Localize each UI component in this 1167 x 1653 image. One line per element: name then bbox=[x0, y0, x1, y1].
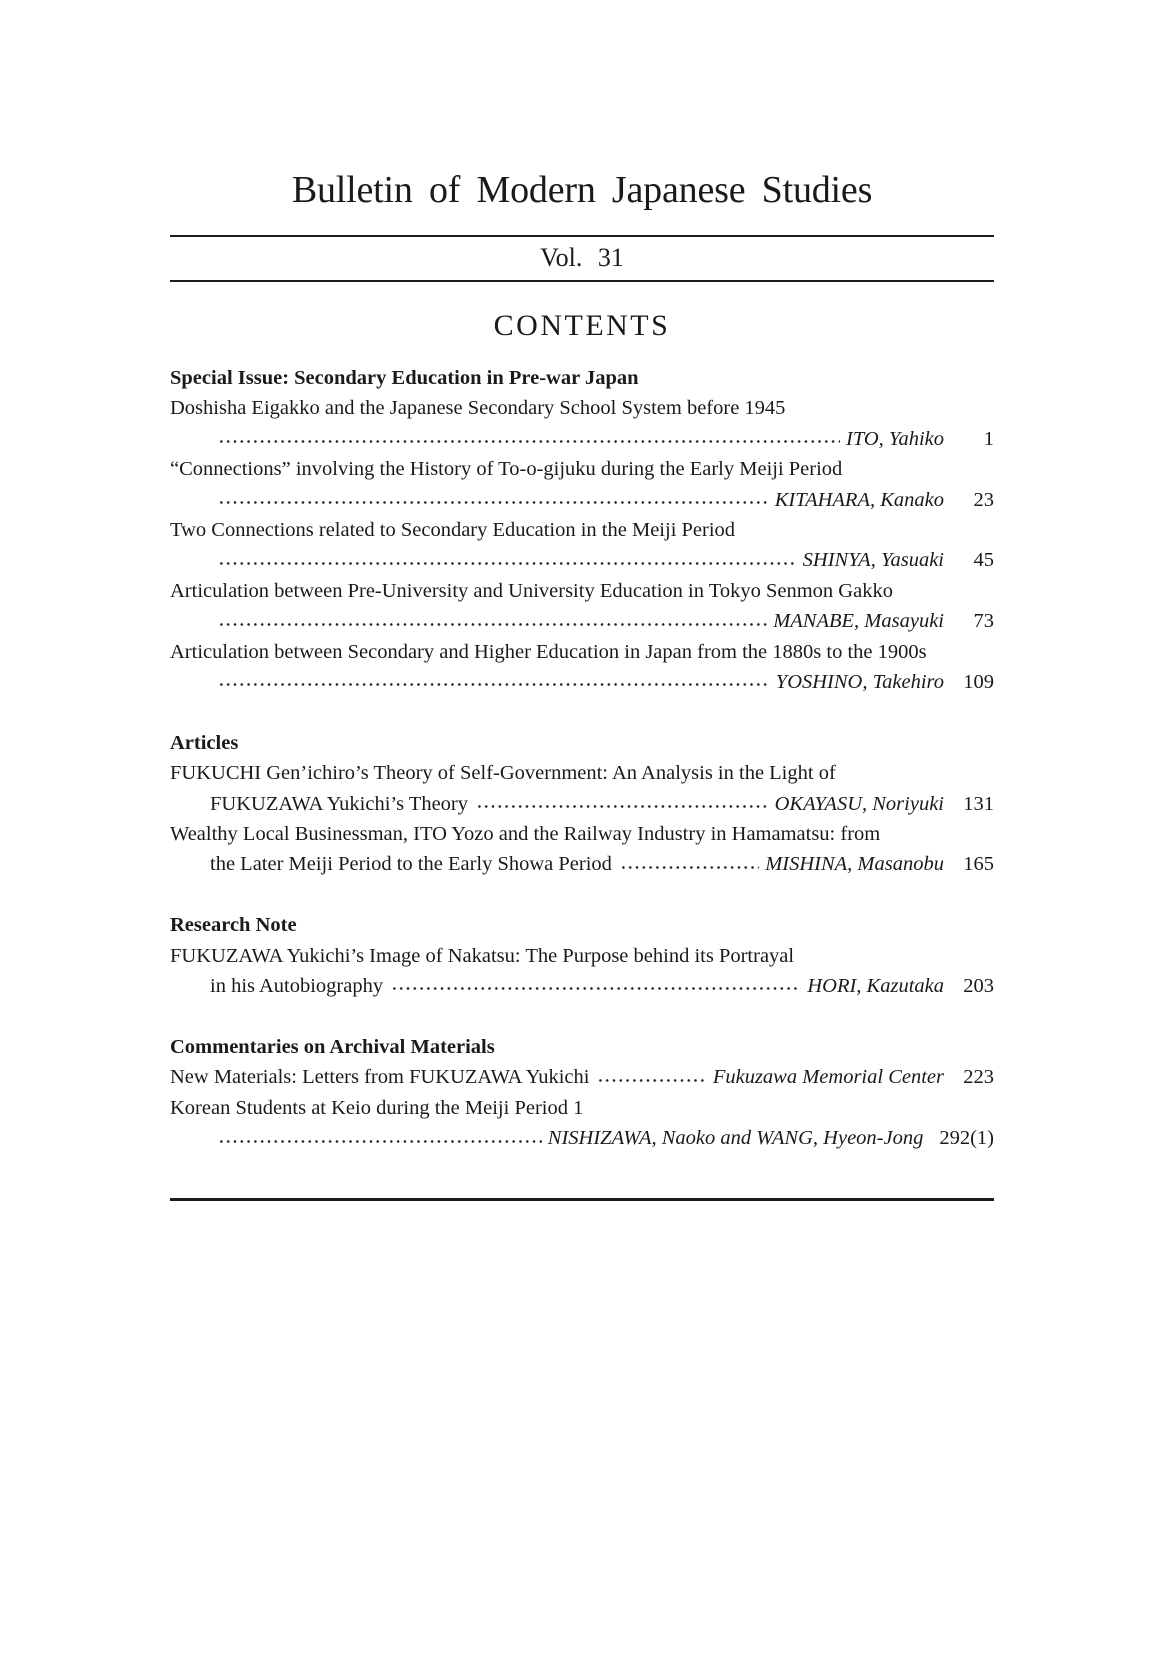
entry-text: FUKUZAWA Yukichi’s Image of Nakatsu: The Purpose behind its Portrayal bbox=[170, 944, 795, 967]
entry-text: the Later Meiji Period to the Early Showa Period bbox=[210, 853, 612, 876]
entry-page: 203 bbox=[963, 975, 994, 998]
toc-entry bbox=[170, 1093, 994, 1154]
entry-author: HORI, Kazutaka bbox=[807, 975, 944, 998]
entry-page: 165 bbox=[963, 853, 994, 876]
entry-text: Articulation between Secondary and Higher Education in Japan from the 1880s to the 1900s bbox=[170, 640, 927, 663]
entry-title-line bbox=[170, 393, 994, 423]
entry-page: 1 bbox=[983, 427, 994, 450]
toc-entry bbox=[170, 941, 994, 1002]
entry-text: “Connections” involving the History of To-o-gijuku during the Early Meiji Period bbox=[170, 458, 843, 481]
entry-page: 109 bbox=[963, 671, 994, 694]
dot-leader bbox=[218, 485, 769, 515]
entry-title-line bbox=[170, 819, 994, 849]
entry-author: SHINYA, Yasuaki bbox=[802, 549, 944, 572]
content-column bbox=[170, 0, 994, 1201]
dot-leader bbox=[620, 849, 759, 879]
entry-text: FUKUCHI Gen’ichiro’s Theory of Self-Government: An Analysis in the Light of bbox=[170, 762, 836, 785]
toc-entry bbox=[170, 515, 994, 576]
toc-entry bbox=[170, 1062, 994, 1092]
entry-title-line bbox=[170, 758, 994, 788]
leader-line bbox=[170, 667, 994, 697]
entry-text: Articulation between Pre-University and University Education in Tokyo Senmon Gakko bbox=[170, 579, 893, 602]
entry-page: 131 bbox=[963, 792, 994, 815]
leader-line bbox=[170, 1123, 994, 1153]
entry-text: Korean Students at Keio during the Meiji Period 1 bbox=[170, 1096, 584, 1119]
leader-line bbox=[170, 485, 994, 515]
dot-leader bbox=[218, 667, 770, 697]
entry-author: Fukuzawa Memorial Center bbox=[712, 1066, 944, 1089]
entry-author: MISHINA, Masanobu bbox=[765, 853, 944, 876]
leader-line bbox=[170, 971, 994, 1001]
entry-page: 45 bbox=[973, 549, 994, 572]
toc-entry bbox=[170, 819, 994, 880]
entry-page: 73 bbox=[973, 610, 994, 633]
toc-entry bbox=[170, 454, 994, 515]
entry-title-line bbox=[170, 515, 994, 545]
dot-leader bbox=[476, 789, 769, 819]
entry-author: ITO, Yahiko bbox=[846, 427, 944, 450]
toc-entry bbox=[170, 637, 994, 698]
dot-leader bbox=[218, 545, 797, 575]
toc-entry bbox=[170, 576, 994, 637]
entry-author: MANABE, Masayuki bbox=[773, 610, 944, 633]
entry-page: 23 bbox=[973, 488, 994, 511]
leader-line bbox=[170, 424, 994, 454]
journal-title: Bulletin of Modern Japanese Studies bbox=[291, 169, 873, 211]
entry-text: Wealthy Local Businessman, ITO Yozo and the Railway Industry in Hamamatsu: from bbox=[170, 823, 881, 846]
entry-title-line bbox=[170, 1093, 994, 1123]
section-heading: Research Note bbox=[170, 914, 297, 937]
entry-author: NISHIZAWA, Naoko and WANG, Hyeon-Jong bbox=[547, 1127, 924, 1150]
entry-title-line bbox=[170, 576, 994, 606]
bottom-rule bbox=[170, 1198, 994, 1201]
toc-section bbox=[170, 363, 994, 697]
entry-author: KITAHARA, Kanako bbox=[774, 488, 944, 511]
dot-leader bbox=[391, 971, 801, 1001]
leader-line bbox=[170, 1062, 994, 1092]
entry-page: 292(1) bbox=[939, 1127, 994, 1150]
volume-label: Vol. 31 bbox=[540, 243, 624, 272]
toc bbox=[170, 363, 994, 1154]
entry-text: Two Connections related to Secondary Education in the Meiji Period bbox=[170, 519, 736, 542]
dot-leader bbox=[597, 1062, 706, 1092]
toc-entry bbox=[170, 758, 994, 819]
leader-line bbox=[170, 545, 994, 575]
volume-rule-block bbox=[170, 235, 994, 282]
toc-section bbox=[170, 910, 994, 1001]
dot-leader bbox=[218, 424, 840, 454]
toc-entry bbox=[170, 393, 994, 454]
section-heading: Articles bbox=[170, 731, 239, 754]
toc-section bbox=[170, 728, 994, 880]
toc-section bbox=[170, 1032, 994, 1154]
entry-text: Doshisha Eigakko and the Japanese Secondary School System before 1945 bbox=[170, 397, 786, 420]
dot-leader bbox=[218, 1123, 542, 1153]
entry-page: 223 bbox=[963, 1066, 994, 1089]
entry-title-line bbox=[170, 454, 994, 484]
entry-author: YOSHINO, Takehiro bbox=[775, 671, 944, 694]
entry-text: FUKUZAWA Yukichi’s Theory bbox=[210, 792, 469, 815]
leader-line bbox=[170, 606, 994, 636]
dot-leader bbox=[218, 606, 767, 636]
leader-line bbox=[170, 789, 994, 819]
entry-author: OKAYASU, Noriyuki bbox=[774, 792, 944, 815]
entry-text: New Materials: Letters from FUKUZAWA Yukichi bbox=[170, 1066, 590, 1089]
section-heading: Special Issue: Secondary Education in Pre-war Japan bbox=[170, 367, 639, 389]
entry-title-line bbox=[170, 637, 994, 667]
section-heading: Commentaries on Archival Materials bbox=[170, 1035, 495, 1058]
leader-line bbox=[170, 849, 994, 879]
contents-heading: CONTENTS bbox=[493, 309, 671, 342]
entry-title-line bbox=[170, 941, 994, 971]
entry-text: in his Autobiography bbox=[210, 975, 384, 998]
